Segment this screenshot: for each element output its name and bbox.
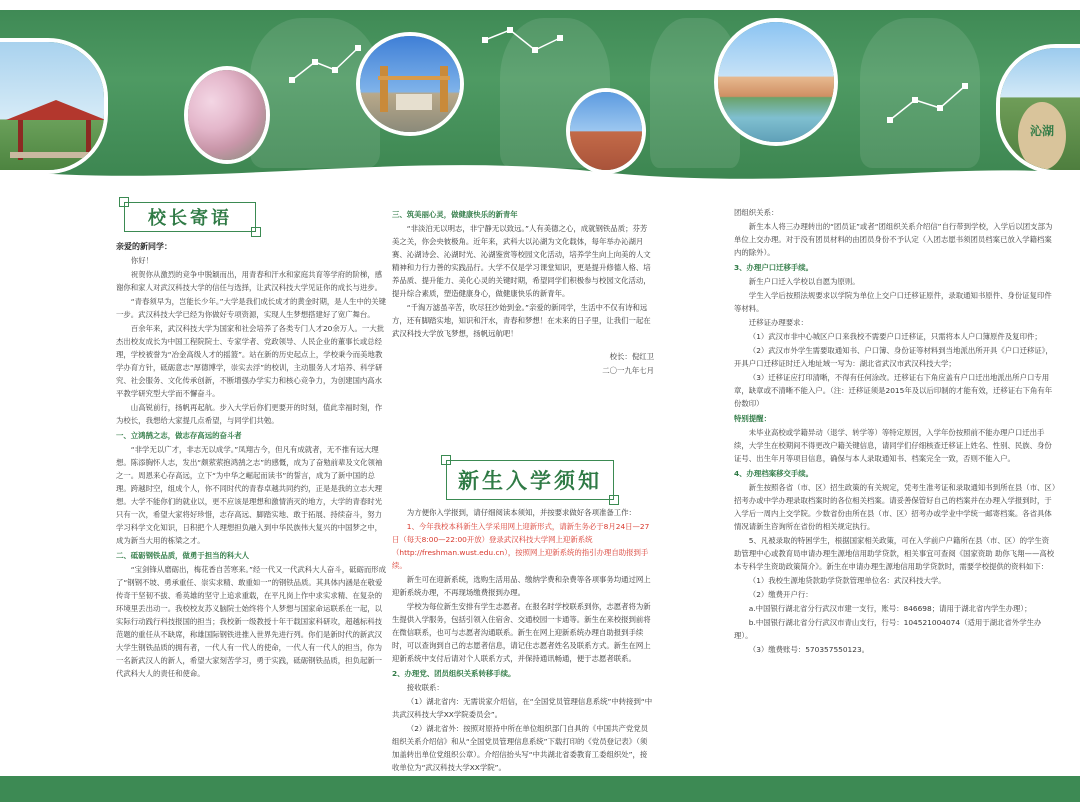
admission-notice-continued	[734, 206, 1056, 774]
notice-paragraph: （2）湖北省外：按照对原持中所在单位组织部门自具的《中国共产党党员组织关系介绍信》和从“全国党员管理信息系统”下载打印的《党员登记表》（须加盖转出单位党组织公章）。介绍信抬头写“中共湖北省委教育工委组织处”，接收单位为“武汉科技大学XX学院”。	[392, 724, 649, 772]
principal-message-title: 校长寄语	[124, 202, 256, 232]
principal-paragraph: “千淘万滤虽辛苦，吹尽狂沙始到金。”亲爱的新同学，生活中不仅有诗和远方，还有脚踏实地，知识和汗水，青春和梦想！在未来的日子里，让我们一起在武汉科技大学放飞梦想，扬帆远航吧！	[392, 303, 651, 338]
principal-paragraph: 山高锐前行，扬帆再起航。步入大学后你们更要开的时刻，值此幸福时刻，作为校长，我想给大家提几点希望，与同学们共勉。	[116, 403, 383, 425]
admission-notice	[392, 506, 654, 774]
notice-paragraph: 学生入学后按照法规要求以学院为单位上交户口迁移证原件，录取通知书原件、身份证复印件等材料。	[734, 291, 1052, 313]
notice-paragraph: （1）武汉市非中心城区户口来我校不需要户口迁移证，只需将本人户口簿原件及复印件；	[748, 332, 1042, 341]
section-heading: 3、办理户口迁移手续。	[734, 263, 814, 272]
principal-paragraph: “宝剑锋从磨砺出，梅花香自苦寒来。”经一代又一代武科大人奋斗，砥砺而形成了“钢钢不坡、勇承重任、崇实求精、敢重如一”的钢铁品质。其具体内涵是在敬爱传奇干坚韧不拔、希英雄的坚守上追求重载，在平凡岗上作中求实求精、在复杂的环境里丢出动一。我校校友苏义脑院士始终将个人梦想与国家命运联系在一起，以实际行动践行科技报国的担当；我校新一级教授十年干载国家科研攻，超越标科技范题的重任从不缺席，称雄国际钢铁进推入世界先进行列。你们是新时代的新武汉大学生钢铁品质的拥有者，一代人有一代人的使命，一代人有一代人的担当，你为一名新武汉人的新人，希望大家刻苦学习，勇于实践，砥砺钢铁品质，担负起新一代武科大人的责任和使命。	[116, 565, 387, 678]
section-heading: 三、筑美丽心灵，做健康快乐的新青年	[392, 210, 518, 219]
signature-date: 二〇一九年七月	[602, 366, 654, 375]
notice-paragraph: 接收联系：	[406, 683, 444, 692]
section-heading: 二、砥砺钢铁品质，做勇于担当的科大人	[116, 551, 250, 560]
notice-paragraph: 迁移证办理要求：	[748, 318, 808, 327]
notice-paragraph: （2）武汉市外学生需要取通知书、户口簿、身份证等材料到当地派出所开具《户口迁移证》，开具户口迁移证时迁入地址域一写为：湖北省武汉市武汉科技大学；	[734, 346, 1053, 368]
notice-paragraph: 学校为每位新生安排有学生志愿者。在报名时学校联系到你，志愿者将为新生提供入学服务，包括引领入住宿舍、交通校园一卡通等。新生在来校报到前将在微信联系，也可与志愿者沟通联系。新生在网上迎新系统办理自助报到手续时，可以查询到自己的志愿者信息，请记住志愿者姓名及联系方式。新生在网上迎新系统中支付后请对个人联系方式，并保持通讯畅通，便于志愿者联系。	[392, 602, 651, 663]
admission-notice-title: 新生入学须知	[446, 460, 614, 500]
section-heading: 一、立鸿鹄之志，做志存高远的奋斗者	[116, 431, 242, 440]
notice-paragraph: 未毕业高校或学籍异动（退学、转学等）等特定原因，入学年份按照前不能办理户口迁出手续，大学生在校期间不得更改户籍关键信息，请同学们仔细核查迁移证上姓名、性别、民族、身份证号、出生年月等项目信息，确保与本人录取通知书、档案完全一致，否则不能入户。	[734, 428, 1052, 463]
notice-paragraph: 5、凡被录取的特困学生，根据国家相关政策，可在入学前户户籍所在县（市、区）的学生资助管理中心或教育局申请办理生源地信用助学贷款，相关事宜可查阅《国家资助 助你飞翔——高校本专科学生资助政策简介》。新生在申请办理生源地信用助学贷款时，需要学校提供的资料如下：	[734, 536, 1055, 571]
principal-message	[116, 240, 388, 774]
lake-stone-inscription: 沁湖	[1030, 124, 1055, 138]
section-heading: 4、办理档案移交手续。	[734, 469, 814, 478]
notice-paragraph: 新生本人将三办理转出的“团员证”或者“团组织关系介绍信”自行带到学校，入学后以团支部为单位上交办理。对于没有团员材料的由团员身份不予认定（入团志愿书须团员档案已放入学籍档案内的除外）。	[734, 222, 1053, 257]
notice-paragraph: （1）我校生源地贷款助学贷款管理单位名：武汉科技大学。	[748, 576, 946, 585]
greeting: 亲爱的新同学：	[116, 242, 172, 251]
notice-item-online-registration: 1、今年我校本科新生入学采用网上迎新形式，请新生务必于8月24日—27日（每天8:00—22:00开放）登录武汉科技大学网上迎新系统（http://freshman.wust.edu.cn），按照网上迎新系统的指引办理自助报到手续。	[392, 522, 650, 570]
notice-intro: 为方便你入学报到，请仔细阅读本须知，并按要求做好各项准备工作：	[406, 508, 636, 517]
notice-paragraph: （2）缴费开户行：	[748, 590, 813, 599]
footer-band	[0, 776, 1080, 802]
notice-paragraph: 新生按照各省（市、区）招生政策的有关规定，凭考生准考证和录取通知书到所在县（市、区）招考办或中学办理录取档案时的各位相关档案。请妥善保管好自己的档案并在办理入学报到时，于入学后一周内上交学院。少数省份由所在县（市、区）招考办或学业中学统一邮寄档案。各省具体情况请新生咨询所在省份的相关规定执行。	[734, 483, 1056, 531]
notice-paragraph: （1）湖北省内：无需说家介绍信，在“全国党员管理信息系统”中转接到“中共武汉科技大学XX学院委员会”。	[392, 697, 653, 719]
section-heading: 2、办理党、团员组织关系转移手续。	[392, 669, 516, 678]
principal-message-continued	[392, 206, 654, 452]
banner-bottom-wave	[0, 150, 1080, 190]
notice-paragraph: （3）缴费账号：570357550123。	[748, 645, 870, 654]
principal-paragraph: 百余年来，武汉科技大学为国家和社会培养了各类专门人才20余万人。一大批杰出校友成长为中国工程院院士、专家学者、党政领导、人民企业的董事长或总经理，学校被誉为“冶金高级人才的摇篮”。站在新的历史起点上，学校秉今而美地教学办育方针，砥砺意志“厚德博学，崇实去浮”的校训，主动服务人才培养、科学研究、社会服务、文化传承创新，不断增强办学实力和核心竞争力，为创建国内高水平教学研究型大学而不懈奋斗。	[116, 324, 385, 398]
hello: 你好！	[130, 256, 153, 265]
principal-paragraph: “非学无以广才，非志无以成学。”凤翔古今，但凡有成就者，无不推有远大理想。陈添胸怀人志，发出“颇萦萦抱鸿鹄之志”的感慨，成为了奋勉前辈及文化领袖之一。周恩来心存高远，立下“为中华之崛起而读书”的誓言，成为了新中国的总理。跨越时空，组成个人，你不同时代的青春卓越共同约约，正是是我的立志大理想。大学不能你们的就业以，更不应该是理想和激情消灭的地方，大学的青春时光只有一次，希望大家将好珍惜，志存高远、脚踏实地、敢于拓展、持续奋斗，努力学习科学文化知识，日积把个人理想担负融入到中华民族伟大复兴的中国梦之中，成为新当大用的栋梁之才。	[116, 445, 383, 545]
section-heading: 特别提醒：	[734, 414, 771, 423]
notice-paragraph: 团组织关系：	[734, 208, 779, 217]
principal-paragraph: “青春须早为，岂能长少年。”大学是我们成长成才的黄金时期，是人生中的关键一步。武汉科技大学已经为你做好专项资源，实现人生梦想搭建好了宽广舞台。	[116, 297, 387, 319]
photo-main-building	[714, 18, 838, 146]
notice-paragraph: a.中国银行湖北省分行武汉市建一支行，账号：846698；请用于湖北省内学生办理）；	[748, 604, 1032, 613]
principal-paragraph: 祝贺你从激烈的竞争中脱颖而出，用青春和汗水和家庭共育等学府的阶梯，感谢你和家人对武汉科技大学的信任与选择，让武汉科技大学见证你的成长与进步。	[116, 270, 383, 292]
principal-paragraph: “非淡泊无以明志，非宁静无以致远。”人有美德之心，成就钢铁品质；芬芳美之关，你会央彼极角。近年来，武科大以沁湖为文化载体，每年举办沁湖月赛、沁湖诗会、沁湖时光、沁湖鉴赏等校园文化活动，培养学生向上向美的人文精神和力行力善的实践品行。大学不仅是学习课堂知识，更是提升修德人格、培养品质、提升能力、美化心灵的关键时期，希望同学们积极参与校园文化活动，提升综合素质，塑造健康身心，做健康快乐的新青年。	[392, 224, 651, 298]
notice-paragraph: b.中国银行湖北省分行武汉市青山支行，行号：104521004074（适用于湖北省外学生办理）。	[734, 618, 1042, 640]
notice-paragraph: 新生可在迎新系统，选购生活用品、缴纳学费和杂费等各项事务均通过网上迎新系统办理，不再现场缴费报到办理。	[392, 575, 651, 597]
notice-paragraph: 新生户口迁入学校以自愿为原则。	[748, 277, 860, 286]
notice-paragraph: （3）迁移证应打印清晰，不得有任何涂改。迁移证右下角应盖有户口迁出地派出所户口专用章，缺章或不清晰不能入户。（注：迁移证须是2015年及以后印制的才能有效，迁移证右下角有年份数印）	[734, 373, 1053, 408]
signature-name: 校长：倪红卫	[609, 352, 654, 361]
photo-campus-gate	[356, 32, 464, 136]
header-banner	[0, 0, 1080, 190]
